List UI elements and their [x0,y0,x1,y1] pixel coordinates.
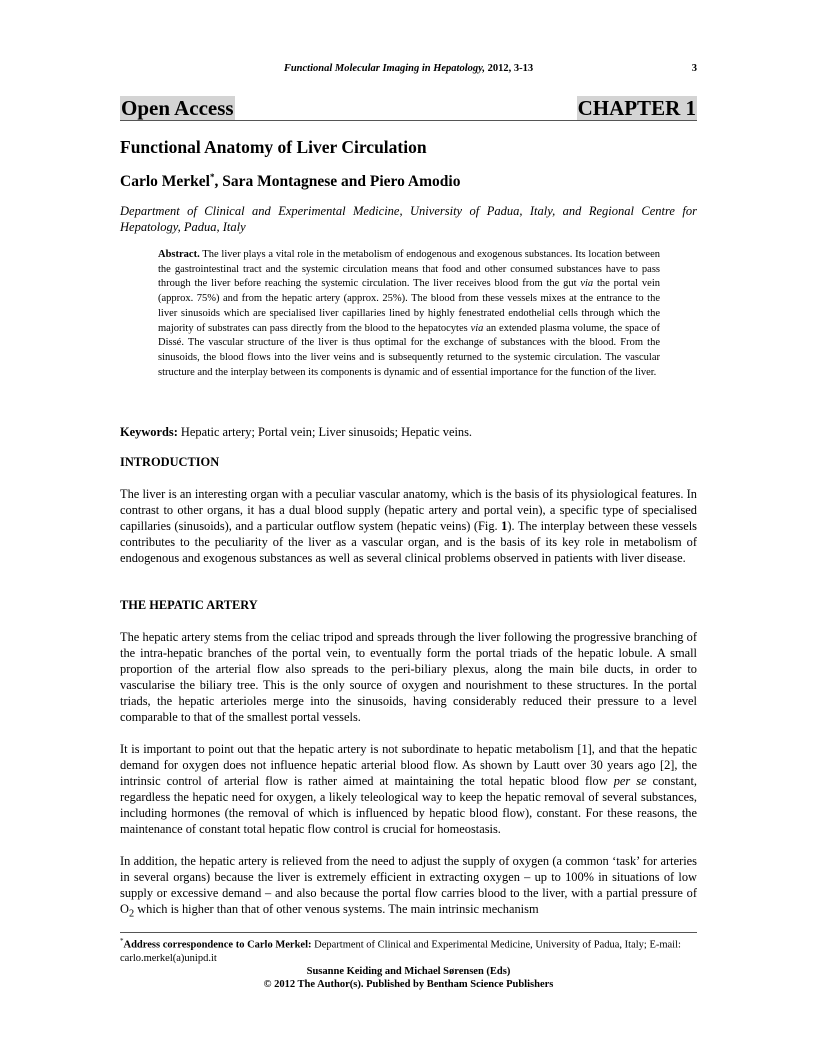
section-heading-introduction: INTRODUCTION [120,455,220,469]
paragraph [120,486,697,566]
journal-year-pages: 2012, 3-13 [485,63,534,74]
authors [120,172,697,191]
chapter-title: Functional Anatomy of Liver Circulation [120,137,427,157]
keywords [120,424,697,440]
publisher-info [120,966,697,991]
chapter-label: CHAPTER 1 [577,96,696,120]
abstract-text: an extended plasma volume, the space of Dissé. The vascular structure of the liver is thus optimal for the exchange of substances with the blood. From the sinusoids, the blood flows into the liver veins and is subsequently returned to the systemic circulation. The vascular structure and the interplay between its components is dynamic and of essential importance for the function of the liver. [158,322,661,378]
abstract-label: Abstract. [158,249,200,260]
subscript: 2 [128,908,135,920]
footnote-label: Address correspondence to Carlo Merkel: [123,939,312,951]
paragraph [120,741,697,838]
abstract-text: the portal vein (approx. 75%) and from the hepatic artery (approx. 25%). The blood from these vessels mixes at the entrance to the liver sinusoids which are specialised liver capillaries lined by highly fenestrated endothelial cells through which the majority of substrates can pass directly from the blood to the hepatocytes [158,278,660,334]
paragraph-text: which is higher than that of other venous systems. The main intrinsic mechanism [134,902,539,917]
paragraph-text: In addition, the hepatic artery is relieved from the need to adjust the supply of oxygen (a common ‘task’ for arteries in several organs) because the liver is extremely efficient in extracting oxygen – up to 100% in situations of low supply or excessive demand – and also because the portal flow carries blood to the liver, with a partial pressure of O [120,854,697,917]
paragraph-text: ). The interplay between these vessels contributes to the peculiarity of the liver as a vascular organ, and is the basis of its key role in metabolism of endogenous and exogenous substances as well as several clinical problems observed in patients with liver disease. [120,519,697,566]
open-access-label: Open Access [121,96,234,120]
running-header [120,63,697,74]
keywords-text: Hepatic artery; Portal vein; Liver sinusoids; Hepatic veins. [177,425,473,439]
paragraph-italic: per se [613,774,647,789]
paragraph-text: The liver is an interesting organ with a peculiar vascular anatomy, which is the basis of its physiological features. In contrast to other organs, it has a dual blood supply (hepatic artery and portal vein), a specific type of specialised capillaries (sinusoids), and a particular outflow system (hepatic veins) (Fig. [120,487,697,534]
page-number: 3 [691,63,697,74]
abstract [158,248,660,380]
corresponding-mark: * [209,172,215,182]
footnote-divider [120,932,697,933]
paragraph-text: constant, regardless the hepatic need for oxygen, a likely teleological way to keep the hepatic removal of several substances, including hormones (the removal of which is influenced by hepatic blood flow), constant. For these reasons, the maintenance of constant total hepatic flow control is crucial for homeostasis. [120,774,697,837]
abstract-italic: via [580,278,594,290]
footnote-text: Department of Clinical and Experimental Medicine, University of Padua, Italy; E-mail: carlo.merkel(a)unipd.it [120,939,681,964]
affiliation: Department of Clinical and Experimental Medicine, University of Padua, Italy, and Regional Centre for Hepatology, Padua, Italy [120,204,697,234]
copyright: © 2012 The Author(s). Published by Bentham Science Publishers [263,978,554,990]
author-first: Carlo Merkel [120,173,210,191]
abstract-italic: via [470,322,484,334]
footnote [120,935,697,965]
editors: Susanne Keiding and Michael Sørensen (Eds) [306,966,511,977]
abstract-text: The liver plays a vital role in the metabolism of endogenous and exogenous substances. Its location between the gastrointestinal tract and the systemic circulation means that food and other consumed substances have to pass through the liver before reaching the systemic circulation. The liver receives blood from the gut [158,249,660,290]
journal-title: Functional Molecular Imaging in Hepatology, [283,63,486,74]
paragraph-text: It is important to point out that the hepatic artery is not subordinate to hepatic metabolism [1], and that the hepatic demand for oxygen does not influence hepatic arterial blood flow. As shown by Lautt over 30 years ago [2], the intrinsic control of arterial flow is rather aimed at maintaining the total hepatic blood flow [120,742,697,789]
section-heading-hepatic-artery: THE HEPATIC ARTERY [120,598,258,612]
paragraph [120,853,697,923]
paragraph: The hepatic artery stems from the celiac tripod and spreads through the liver following the progressive branching of the intra-hepatic branches of the portal vein, to eventually form the portal triads of the hepatic lobule. A small proportion of the arterial flow also spreads to the peri-biliary plexus, along the main bile ducts, in order to vascularise the biliary tree. This is the only source of oxygen and nourishment to these structures. In the portal triads, the hepatic arterioles merge into the sinusoids, having considerably reduced their pressure to a level comparable to that of the smallest portal vessels. [120,630,697,725]
figure-ref-link[interactable]: 1 [501,519,508,534]
keywords-label: Keywords: [120,425,178,439]
chapter-banner [120,96,697,121]
author-rest: , Sara Montagnese and Piero Amodio [214,173,461,191]
footnote-mark: * [120,937,124,945]
